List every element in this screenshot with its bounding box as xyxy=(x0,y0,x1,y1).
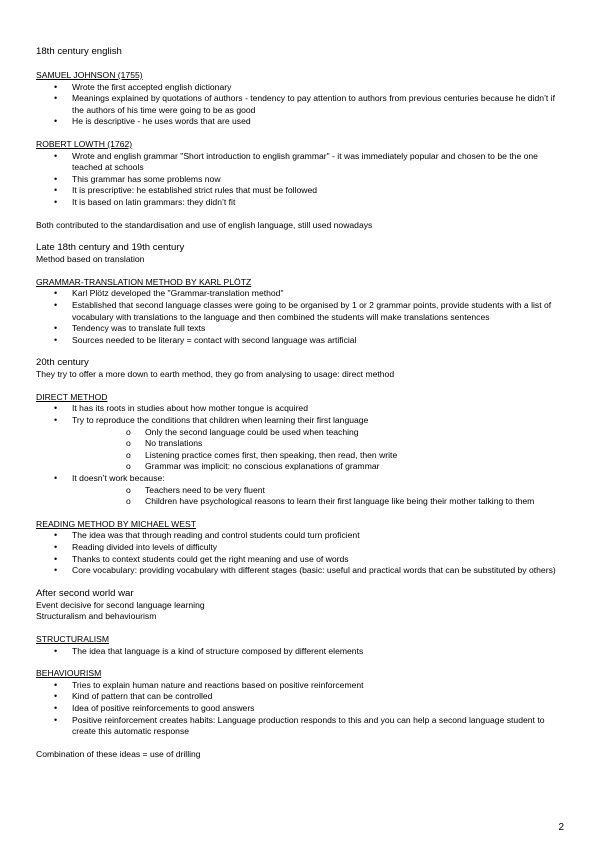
heading-reading-method: READING METHOD BY MICHAEL WEST xyxy=(36,518,196,529)
list-item: • Kind of pattern that can be controlled xyxy=(36,691,564,703)
paragraph-20th-century: They try to offer a more down to earth method, they go from analysing to usage: direct method xyxy=(36,369,395,380)
heading-behaviourism: BEHAVIOURISM xyxy=(36,668,102,679)
sub-list-item: o Children have psychological reasons to learn their first language like being their mother talking to them xyxy=(72,496,564,508)
list-item-text: Try to reproduce the conditions that children when learning their first language xyxy=(72,415,369,426)
list-item: • Wrote the first accepted english dictionary xyxy=(36,82,564,94)
list-item xyxy=(36,473,564,508)
sub-list-item: o Grammar was implicit: no conscious explanations of grammar xyxy=(72,461,564,473)
heading-samuel-johnson: SAMUEL JOHNSON (1755) xyxy=(36,70,143,80)
list-item: • Established that second language classes were going to be organised by 1 or 2 grammar points, provide students with a list of vocabulary with translations to the language and then combined the students will make translations sentences xyxy=(36,300,564,323)
heading-structuralism: STRUCTURALISM xyxy=(36,633,110,644)
paragraph-event-decisive: Event decisive for second language learning xyxy=(36,599,205,610)
list-item: • He is descriptive - he uses words that are used xyxy=(36,116,564,128)
list-item: • This grammar has some problems now xyxy=(36,174,564,186)
list-item: • Idea of positive reinforcements to good answers xyxy=(36,703,564,715)
page-number: 2 xyxy=(558,822,564,833)
section-title-20th-century: 20th century xyxy=(36,357,89,369)
list-item-text: It doesn’t work because: xyxy=(72,473,165,484)
section-title-after-ww2: After second world war xyxy=(36,587,134,599)
sub-list-item: o Listening practice comes first, then speaking, then read, then write xyxy=(72,450,564,462)
list-item xyxy=(36,415,564,473)
heading-grammar-translation: GRAMMAR-TRANSLATION METHOD BY KARL PLÖTZ xyxy=(36,276,252,287)
sub-list-item: o Only the second language could be used when teaching xyxy=(72,427,564,439)
paragraph-combination: Combination of these ideas = use of drilling xyxy=(36,748,201,759)
lowth-list xyxy=(36,151,564,209)
paragraph-both-contributed: Both contributed to the standardisation and use of english language, still used nowadays xyxy=(36,219,373,230)
list-item: • It is prescriptive: he established strict rules that must be followed xyxy=(36,185,564,197)
sub-list-item: o No translations xyxy=(72,438,564,450)
page-title: 18th century english xyxy=(36,46,122,57)
list-item: • The idea was that through reading and control students could turn proficient xyxy=(36,530,564,542)
direct-conditions-sublist xyxy=(72,427,564,473)
behaviourism-list xyxy=(36,680,564,738)
list-item: • It is based on latin grammars: they didn’t fit xyxy=(36,197,564,209)
list-item: • Meanings explained by quotations of authors - tendency to pay attention to authors from previous centuries because he didn’t if the authors of his time were going to be as good xyxy=(36,93,564,116)
paragraph-translation-method: Method based on translation xyxy=(36,254,145,265)
list-item: • The idea that language is a kind of structure composed by different elements xyxy=(36,646,564,658)
paragraph-structuralism-behaviourism: Structuralism and behaviourism xyxy=(36,611,157,622)
reading-method-list xyxy=(36,530,564,576)
heading-robert-lowth: ROBERT LOWTH (1762) xyxy=(36,138,133,149)
list-item: • Tries to explain human nature and reactions based on positive reinforcement xyxy=(36,680,564,692)
list-item: • Reading divided into levels of difficulty xyxy=(36,542,564,554)
grammar-translation-list xyxy=(36,288,564,346)
structuralism-list xyxy=(36,646,564,658)
list-item: • Thanks to context students could get the right meaning and use of words xyxy=(36,554,564,566)
direct-method-list xyxy=(36,403,564,507)
list-item: • Tendency was to translate full texts xyxy=(36,323,564,335)
list-item: • Positive reinforcement creates habits: Language production responds to this and you can help a second language student to create this automatic response xyxy=(36,715,564,738)
heading-direct-method: DIRECT METHOD xyxy=(36,391,108,402)
sub-list-item: o Teachers need to be very fluent xyxy=(72,485,564,497)
section-title-late-18th: Late 18th century and 19th century xyxy=(36,242,185,254)
johnson-list xyxy=(36,82,564,128)
direct-reasons-sublist xyxy=(72,485,564,508)
list-item: • Sources needed to be literary = contact with second language was artificial xyxy=(36,335,564,347)
list-item: • It has its roots in studies about how mother tongue is acquired xyxy=(36,403,564,415)
document-page xyxy=(36,46,564,760)
list-item: • Karl Plötz developed the "Grammar-translation method" xyxy=(36,288,564,300)
list-item: • Wrote and english grammar "Short introduction to english grammar" - it was immediately popular and chosen to be the one teached at schools xyxy=(36,151,564,174)
list-item: • Core vocabulary: providing vocabulary with different stages (basic: useful and practical words that can be substituted by others) xyxy=(36,565,564,577)
